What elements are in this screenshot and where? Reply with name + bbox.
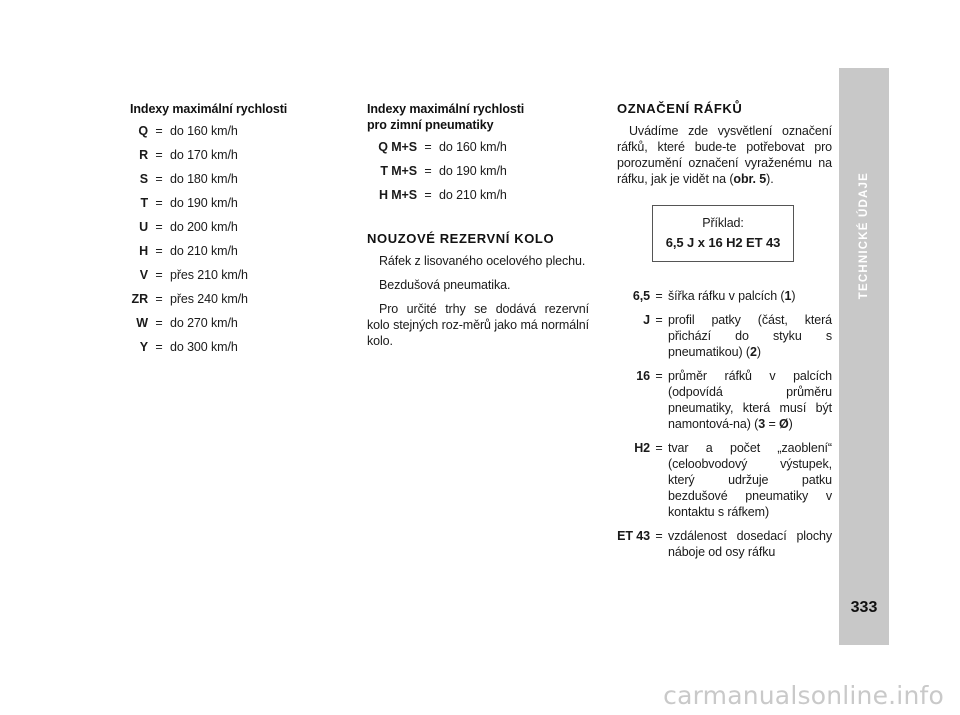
definition-row bbox=[617, 288, 832, 304]
equals-sign: = bbox=[155, 268, 163, 282]
definition-row bbox=[617, 312, 832, 360]
example-box bbox=[652, 205, 794, 262]
definition-row bbox=[617, 528, 832, 560]
definition-key: J bbox=[643, 313, 650, 327]
equals-sign: = bbox=[655, 289, 663, 303]
definition-text-part: průměr ráfků v palcích (odpovídá průměru pneumatiky, která musí být namontová-na) ( bbox=[668, 369, 832, 431]
spare-wheel-paragraph: Pro určité trhy se dodává rezervní kolo stejných roz-měrů jako má normální kolo. bbox=[367, 302, 589, 348]
equals-sign: = bbox=[424, 140, 432, 154]
index-value: do 300 km/h bbox=[170, 340, 238, 354]
index-value: do 160 km/h bbox=[439, 140, 507, 154]
definition-text bbox=[668, 312, 832, 360]
speed-index-row bbox=[130, 171, 340, 195]
rim-definitions bbox=[617, 288, 832, 560]
equals-sign: = bbox=[155, 196, 163, 210]
equals-sign: = bbox=[155, 124, 163, 138]
equals-sign: = bbox=[655, 313, 663, 327]
diameter-symbol: Ø bbox=[779, 417, 789, 431]
equals-sign: = bbox=[155, 340, 163, 354]
equals-sign: = bbox=[655, 441, 663, 455]
equals-sign: = bbox=[155, 220, 163, 234]
spare-wheel-heading: NOUZOVÉ REZERVNÍ KOLO bbox=[367, 231, 555, 246]
winter-index-heading-line2: pro zimní pneumatiky bbox=[367, 118, 494, 132]
spare-wheel-paragraph: Ráfek z lisovaného ocelového plechu. bbox=[379, 254, 586, 268]
rim-marking-column bbox=[617, 101, 832, 568]
winter-index-column bbox=[367, 101, 589, 357]
index-key: H bbox=[139, 244, 148, 258]
intro-text-end: ). bbox=[766, 172, 774, 186]
speed-index-row bbox=[130, 291, 340, 315]
equals-sign: = bbox=[155, 316, 163, 330]
chapter-tab bbox=[839, 68, 889, 645]
index-key: ZR bbox=[131, 292, 148, 306]
index-key: T bbox=[140, 196, 148, 210]
index-key: Q bbox=[138, 124, 148, 138]
index-key: Q M+S bbox=[378, 140, 417, 154]
index-value: přes 210 km/h bbox=[170, 268, 248, 282]
index-key: U bbox=[139, 220, 148, 234]
index-value: do 190 km/h bbox=[439, 164, 507, 178]
winter-index-row bbox=[377, 163, 589, 187]
example-label: Příklad: bbox=[702, 216, 744, 230]
definition-ref: 2 bbox=[749, 345, 757, 359]
chapter-title: TECHNICKÉ ÚDAJE bbox=[858, 172, 870, 300]
equals-sign: = bbox=[155, 292, 163, 306]
index-key: Y bbox=[139, 340, 148, 354]
speed-index-row bbox=[130, 123, 340, 147]
speed-index-row bbox=[130, 339, 340, 363]
index-value: do 180 km/h bbox=[170, 172, 238, 186]
speed-index-row bbox=[130, 267, 340, 291]
equals-sign: = bbox=[424, 164, 432, 178]
spare-wheel-paragraph: Bezdušová pneumatika. bbox=[379, 278, 511, 292]
index-value: do 200 km/h bbox=[170, 220, 238, 234]
winter-index-row bbox=[377, 187, 589, 211]
equals-sign: = bbox=[655, 529, 663, 543]
definition-text-part: profil patky (část, která přichází do styku s pneumatikou) ( bbox=[668, 313, 832, 359]
definition-text-part: = bbox=[765, 417, 780, 431]
speed-index-row bbox=[130, 219, 340, 243]
speed-index-heading: Indexy maximální rychlosti bbox=[130, 102, 288, 116]
index-value: přes 240 km/h bbox=[170, 292, 248, 306]
definition-text: tvar a počet „zaoblení“ (celoobvodový výstupek, který udržuje patku bezdušové pneumatiky v kontaktu s ráfkem) bbox=[668, 441, 832, 519]
equals-sign: = bbox=[155, 148, 163, 162]
speed-index-column bbox=[130, 101, 340, 363]
definition-text-part: ) bbox=[756, 345, 761, 359]
index-value: do 160 km/h bbox=[170, 124, 238, 138]
rim-marking-heading: OZNAČENÍ RÁFKŮ bbox=[617, 101, 743, 116]
speed-index-row bbox=[130, 147, 340, 171]
definition-key: 6,5 bbox=[632, 289, 650, 303]
index-value: do 210 km/h bbox=[439, 188, 507, 202]
definition-ref: 3 bbox=[758, 417, 766, 431]
speed-index-row bbox=[130, 315, 340, 339]
definition-text-part: ) bbox=[791, 289, 796, 303]
index-value: do 170 km/h bbox=[170, 148, 238, 162]
definition-text bbox=[668, 368, 832, 432]
equals-sign: = bbox=[655, 369, 663, 383]
page-number: 333 bbox=[850, 599, 878, 616]
index-key: W bbox=[136, 316, 148, 330]
index-key: H M+S bbox=[378, 188, 417, 202]
definition-key: ET 43 bbox=[617, 529, 650, 543]
definition-text: vzdálenost dosedací plochy náboje od osy ráfku bbox=[668, 529, 832, 559]
equals-sign: = bbox=[155, 244, 163, 258]
index-key: T M+S bbox=[380, 164, 417, 178]
index-key: R bbox=[139, 148, 148, 162]
equals-sign: = bbox=[155, 172, 163, 186]
definition-ref: 1 bbox=[784, 289, 792, 303]
winter-index-row bbox=[377, 139, 589, 163]
definition-text bbox=[668, 288, 832, 304]
definition-key: 16 bbox=[636, 369, 650, 383]
definition-key: H2 bbox=[634, 441, 650, 455]
definition-text-part: ) bbox=[788, 417, 793, 431]
speed-index-list bbox=[130, 123, 340, 363]
winter-index-heading-line1: Indexy maximální rychlosti bbox=[367, 102, 525, 116]
definition-row bbox=[617, 440, 832, 520]
rim-marking-intro bbox=[617, 123, 832, 187]
watermark: carmanualsonline.info bbox=[663, 681, 944, 710]
definition-text-part: šířka ráfku v palcích ( bbox=[668, 289, 785, 303]
index-value: do 270 km/h bbox=[170, 316, 238, 330]
example-value: 6,5 J x 16 H2 ET 43 bbox=[665, 235, 781, 250]
index-key: V bbox=[139, 268, 148, 282]
speed-index-row bbox=[130, 243, 340, 267]
intro-text: Uvádíme zde vysvětlení označení ráfků, které bude-te potřebovat pro porozumění označení vyraženému na ráfku, jak je vidět na ( bbox=[617, 124, 832, 186]
definition-row bbox=[617, 368, 832, 432]
index-value: do 190 km/h bbox=[170, 196, 238, 210]
index-key: S bbox=[139, 172, 148, 186]
figure-reference: obr. 5 bbox=[733, 172, 767, 186]
winter-index-list bbox=[367, 139, 589, 211]
speed-index-row bbox=[130, 195, 340, 219]
index-value: do 210 km/h bbox=[170, 244, 238, 258]
equals-sign: = bbox=[424, 188, 432, 202]
